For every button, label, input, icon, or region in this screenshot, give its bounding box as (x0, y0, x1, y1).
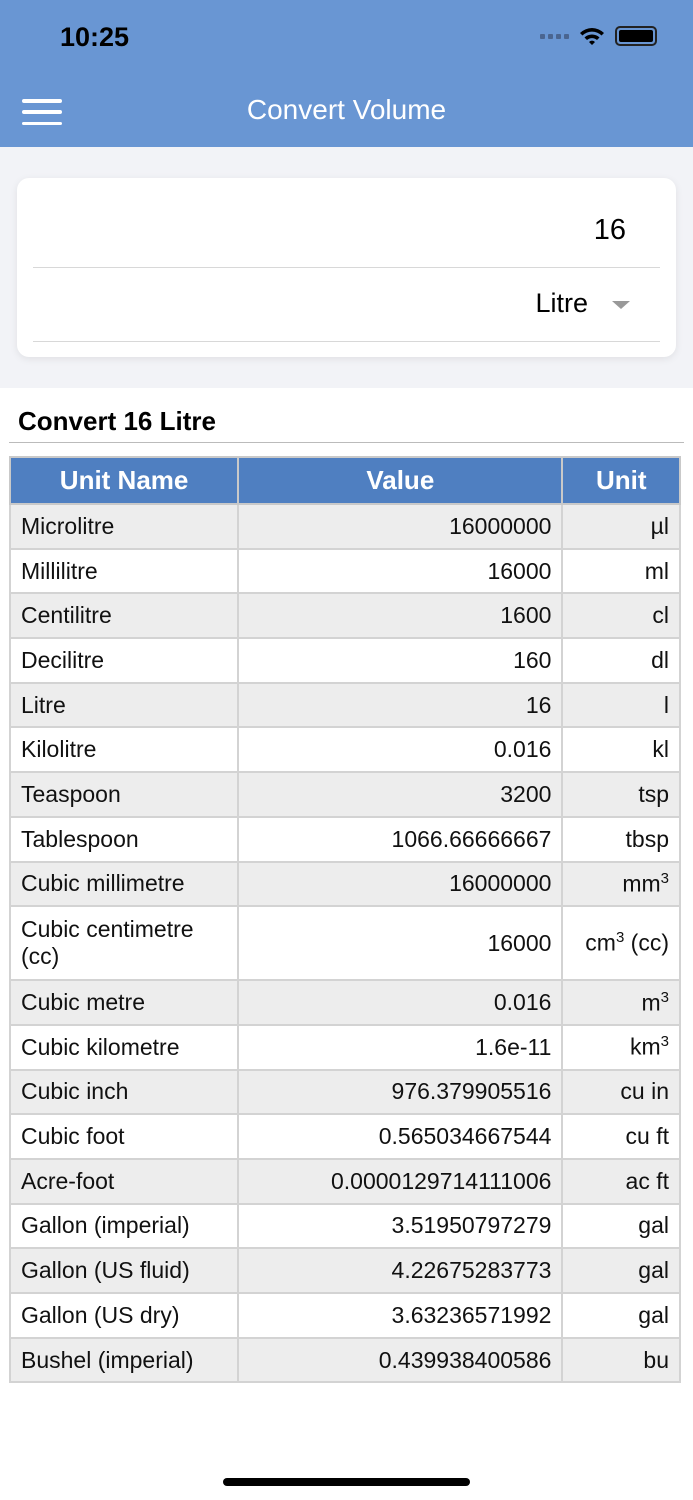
table-row (10, 980, 680, 1025)
nav-header (0, 0, 693, 147)
value-cell: 0.0000129714111006 (238, 1159, 562, 1204)
unit-cell (562, 1114, 680, 1159)
unit-cell (562, 906, 680, 980)
unit-symbol: tsp (638, 780, 669, 807)
value-cell: 3.51950797279 (238, 1204, 562, 1249)
unit-name-cell: Cubic centimetre (cc) (10, 906, 238, 980)
unit-symbol: cm (585, 930, 616, 957)
table-row (10, 817, 680, 862)
unit-symbol: kl (652, 736, 669, 763)
table-row (10, 1204, 680, 1249)
table-row (10, 1070, 680, 1115)
table-row (10, 549, 680, 594)
table-row (10, 504, 680, 549)
value-cell: 976.379905516 (238, 1070, 562, 1115)
value-cell: 4.22675283773 (238, 1248, 562, 1293)
table-row (10, 1025, 680, 1070)
unit-cell (562, 772, 680, 817)
unit-name-cell: Microlitre (10, 504, 238, 549)
table-row (10, 1338, 680, 1383)
unit-symbol: dl (651, 646, 669, 673)
page-title: Convert Volume (246, 94, 447, 125)
unit-cell (562, 504, 680, 549)
unit-symbol: ac ft (625, 1167, 669, 1194)
unit-select[interactable]: Litre (535, 288, 588, 318)
value-cell: 0.016 (238, 980, 562, 1025)
unit-name-cell: Bushel (imperial) (10, 1338, 238, 1383)
table-row (10, 1248, 680, 1293)
value-cell: 0.565034667544 (238, 1114, 562, 1159)
unit-symbol: m (641, 989, 661, 1016)
unit-symbol: mm (622, 870, 661, 897)
table-row (10, 683, 680, 728)
table-row (10, 862, 680, 907)
value-cell: 16 (238, 683, 562, 728)
unit-exponent: 3 (660, 1033, 669, 1051)
unit-name-cell: Millilitre (10, 549, 238, 594)
status-time: 10:25 (60, 22, 130, 52)
unit-symbol: cl (652, 602, 669, 629)
unit-cell (562, 1293, 680, 1338)
unit-name-cell: Centilitre (10, 593, 238, 638)
unit-cell (562, 549, 680, 594)
value-cell: 0.016 (238, 727, 562, 772)
unit-name-cell: Decilitre (10, 638, 238, 683)
unit-name-cell: Gallon (US fluid) (10, 1248, 238, 1293)
value-cell: 16000000 (238, 862, 562, 907)
table-row (10, 1293, 680, 1338)
unit-cell (562, 1159, 680, 1204)
value-cell: 1066.66666667 (238, 817, 562, 862)
unit-symbol: cu ft (625, 1123, 669, 1150)
unit-name-cell: Tablespoon (10, 817, 238, 862)
unit-cell (562, 980, 680, 1025)
divider (33, 267, 660, 268)
unit-exponent: 3 (615, 929, 625, 947)
status-icons (540, 26, 657, 46)
unit-name-cell: Cubic metre (10, 980, 238, 1025)
unit-cell (562, 1025, 680, 1070)
unit-exponent: 3 (660, 870, 669, 888)
unit-symbol: km (629, 1034, 661, 1061)
unit-symbol: tbsp (625, 825, 669, 852)
section-title: Convert 16 Litre (18, 406, 216, 436)
table-row (10, 1159, 680, 1204)
unit-name-cell: Cubic inch (10, 1070, 238, 1115)
unit-name-cell: Kilolitre (10, 727, 238, 772)
divider (9, 442, 684, 443)
value-cell: 3.63236571992 (238, 1293, 562, 1338)
table-row (10, 727, 680, 772)
unit-symbol: gal (638, 1257, 669, 1284)
unit-symbol: bu (643, 1346, 669, 1373)
unit-symbol: ml (644, 557, 669, 584)
table-row (10, 638, 680, 683)
unit-symbol: cu in (620, 1078, 669, 1105)
divider (33, 341, 660, 342)
unit-cell (562, 862, 680, 907)
unit-cell (562, 1248, 680, 1293)
unit-name-cell: Cubic foot (10, 1114, 238, 1159)
unit-cell (562, 1338, 680, 1383)
unit-cell (562, 638, 680, 683)
unit-name-cell: Cubic kilometre (10, 1025, 238, 1070)
column-header: Unit Name (10, 457, 238, 504)
value-cell: 1600 (238, 593, 562, 638)
unit-name-cell: Gallon (US dry) (10, 1293, 238, 1338)
unit-cell (562, 727, 680, 772)
value-cell: 1.6e-11 (238, 1025, 562, 1070)
unit-cell (562, 817, 680, 862)
unit-name-cell: Teaspoon (10, 772, 238, 817)
table-row (10, 772, 680, 817)
chevron-down-icon[interactable] (612, 301, 630, 309)
input-card (17, 178, 676, 357)
unit-cell (562, 1070, 680, 1115)
unit-symbol: l (663, 691, 669, 718)
unit-cell (562, 1204, 680, 1249)
signal-icon (540, 34, 569, 39)
value-cell: 3200 (238, 772, 562, 817)
results-table-container[interactable] (9, 456, 693, 1373)
unit-symbol: gal (638, 1212, 669, 1239)
table-row (10, 1114, 680, 1159)
table-row (10, 906, 680, 980)
value-cell: 16000000 (238, 504, 562, 549)
unit-cell (562, 593, 680, 638)
wifi-icon (579, 26, 605, 46)
results-table (9, 456, 681, 1383)
unit-suffix: (cc) (624, 930, 669, 957)
unit-name-cell: Litre (10, 683, 238, 728)
unit-cell (562, 683, 680, 728)
column-header: Value (238, 457, 562, 504)
unit-name-cell: Gallon (imperial) (10, 1204, 238, 1249)
unit-name-cell: Cubic millimetre (10, 862, 238, 907)
value-input[interactable]: 16 (593, 214, 626, 246)
battery-icon (615, 26, 657, 46)
value-cell: 160 (238, 638, 562, 683)
column-header: Unit (562, 457, 680, 504)
unit-name-cell: Acre-foot (10, 1159, 238, 1204)
value-cell: 16000 (238, 549, 562, 594)
table-row (10, 593, 680, 638)
value-cell: 0.439938400586 (238, 1338, 562, 1383)
unit-exponent: 3 (660, 988, 669, 1006)
value-cell: 16000 (238, 906, 562, 980)
unit-symbol: gal (638, 1301, 669, 1328)
home-indicator[interactable] (223, 1478, 470, 1486)
unit-symbol: µl (650, 512, 669, 539)
